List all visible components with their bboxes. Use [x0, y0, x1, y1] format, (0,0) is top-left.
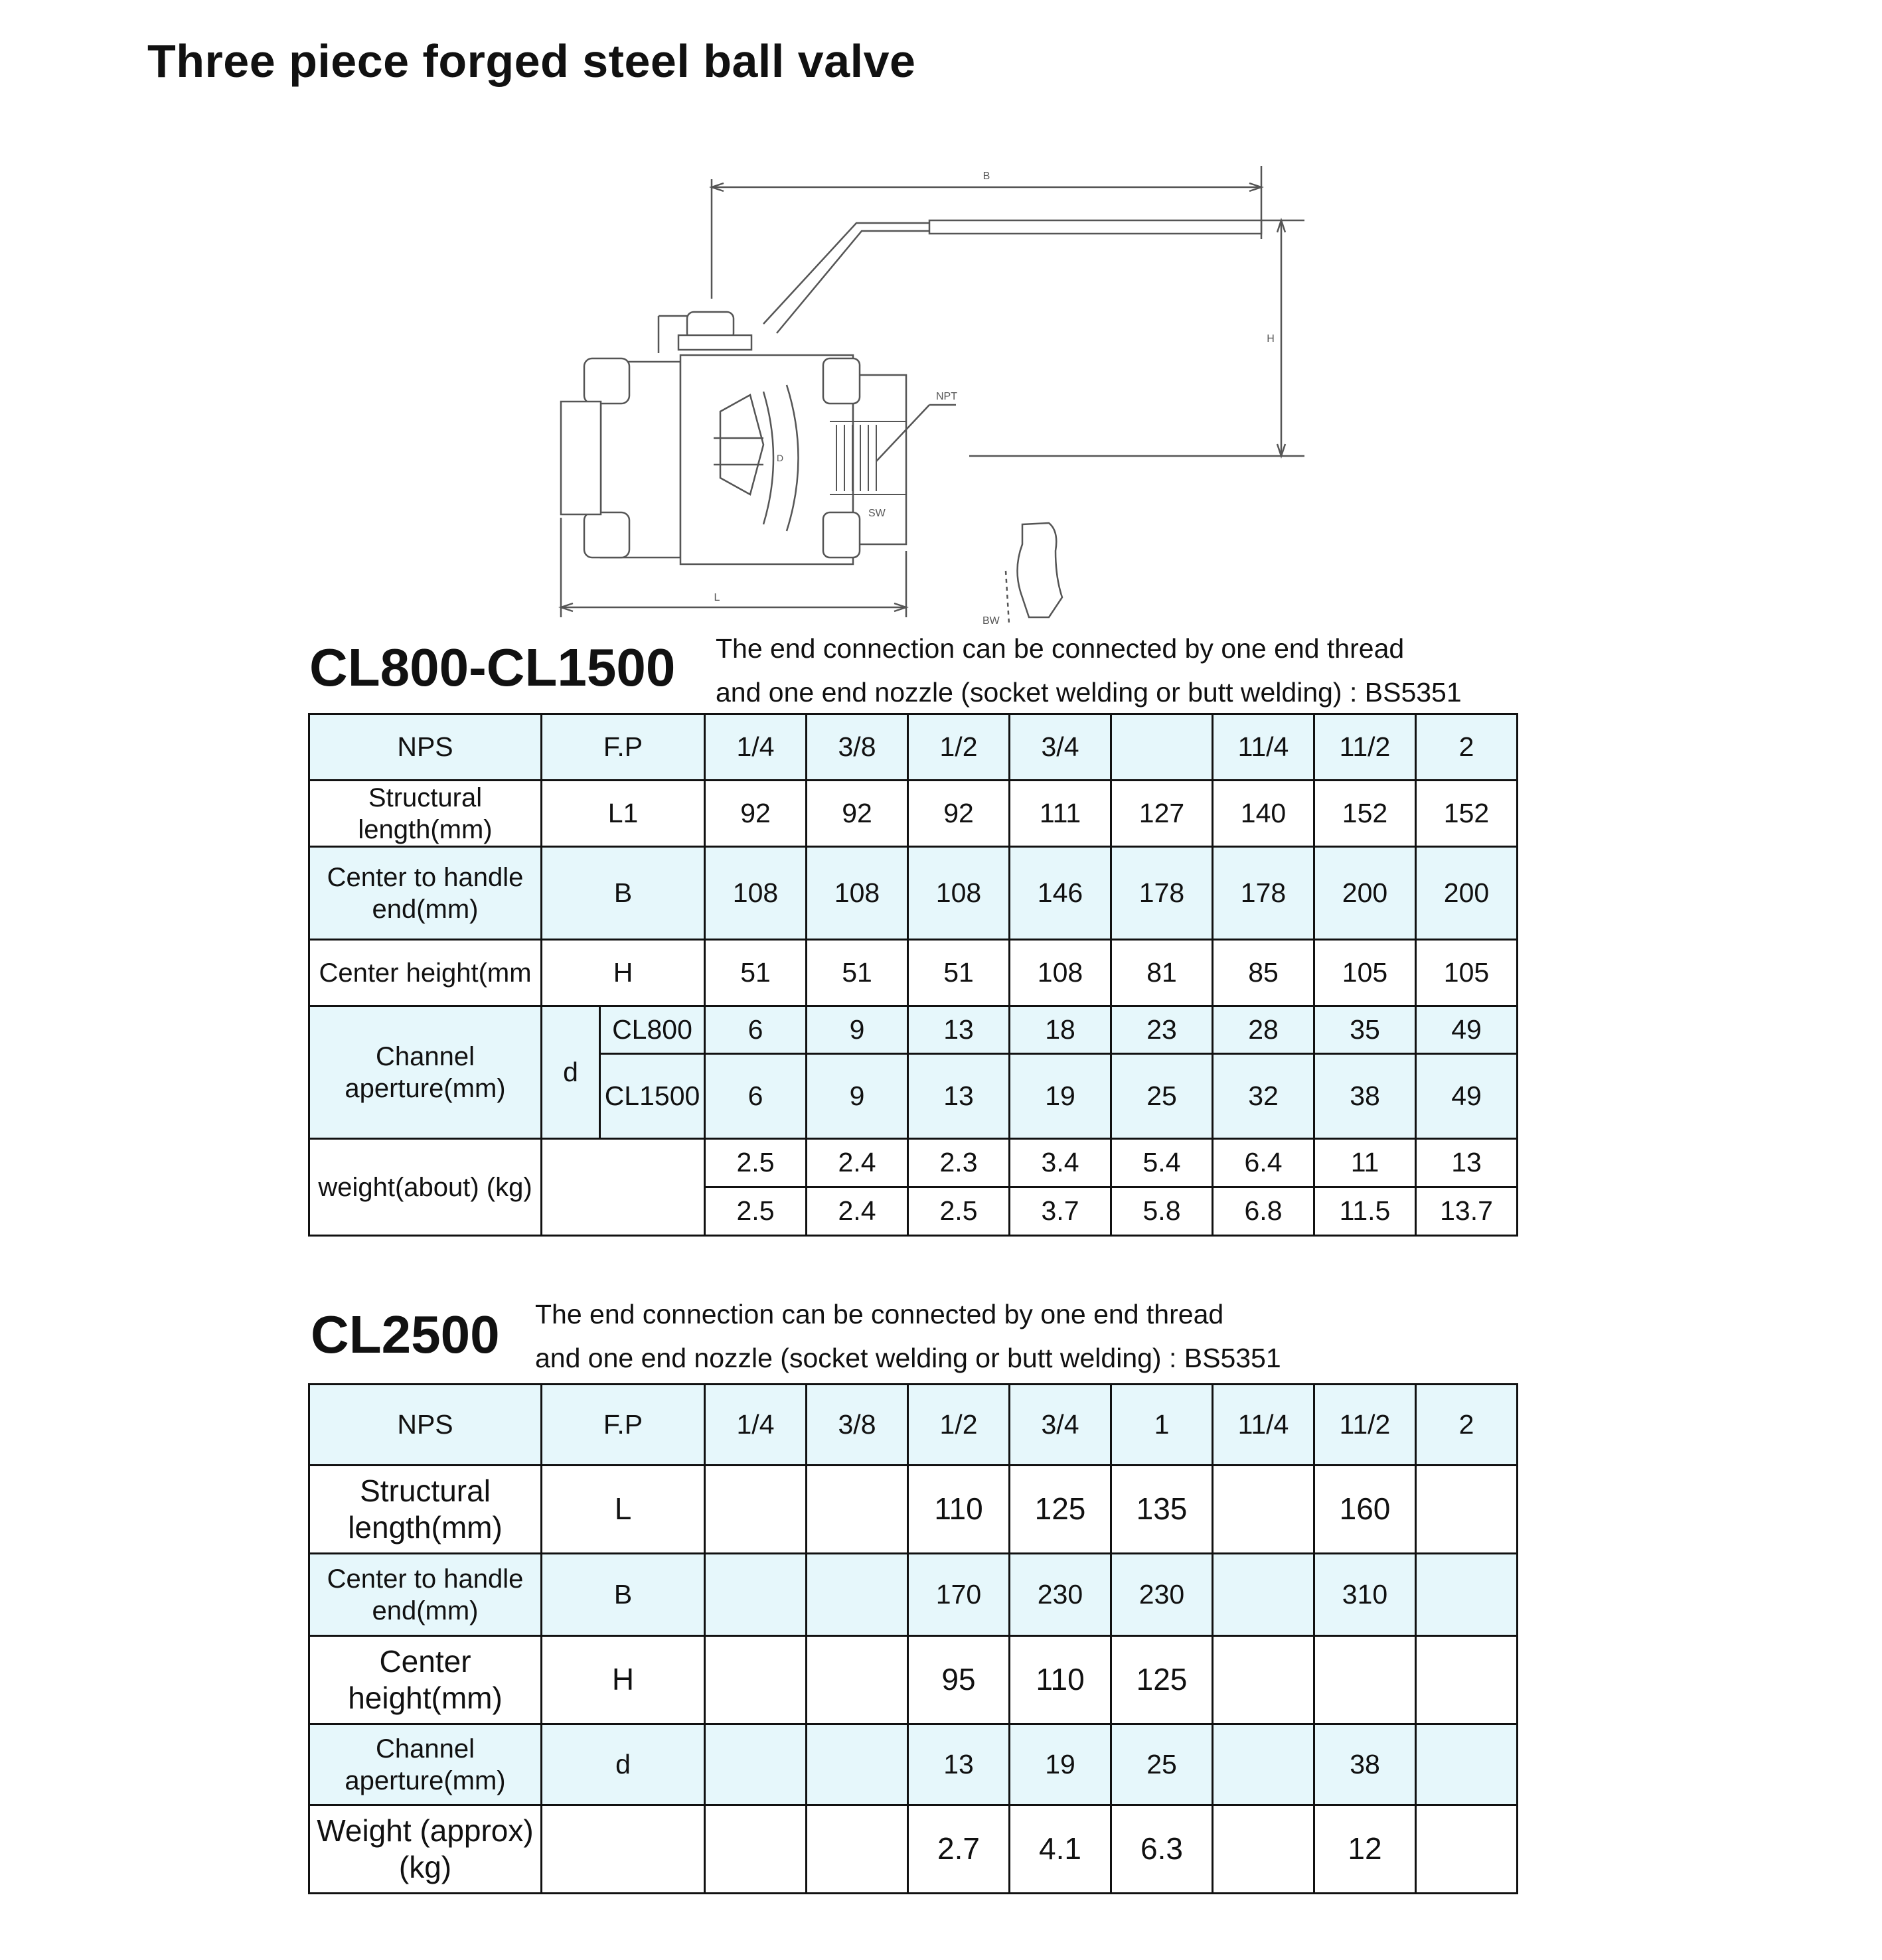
row-code: L	[542, 1466, 705, 1554]
header-size: 11/4	[1213, 1385, 1314, 1466]
table-cell: 108	[705, 847, 807, 940]
table-cell: 125	[1010, 1466, 1111, 1554]
table-cell	[1213, 1554, 1314, 1636]
dimension-h-label: H	[1267, 333, 1275, 344]
row-code-empty	[542, 1139, 705, 1236]
header-size: 1/4	[705, 714, 807, 781]
header-nps: NPS	[309, 714, 542, 781]
table-row	[309, 1385, 1518, 1466]
row-label: Center to handle end(mm)	[309, 1554, 542, 1636]
npt-label: NPT	[936, 391, 957, 402]
table-row	[309, 1636, 1518, 1724]
table-cell	[1416, 1554, 1518, 1636]
table-cell: 13.7	[1416, 1187, 1518, 1236]
header-size: 1	[1111, 1385, 1213, 1466]
table-cell: 95	[908, 1636, 1010, 1724]
row-code: B	[542, 847, 705, 940]
table-cell: 11.5	[1314, 1187, 1416, 1236]
table-cell: 25	[1111, 1054, 1213, 1139]
table-cell: 13	[908, 1054, 1010, 1139]
dimension-l-label: L	[714, 592, 720, 603]
table-cell	[807, 1805, 908, 1894]
table-cell: 85	[1213, 940, 1314, 1006]
table-cell: 28	[1213, 1006, 1314, 1054]
table-cell: 160	[1314, 1466, 1416, 1554]
class-label: CL800	[600, 1006, 705, 1054]
header-size	[1111, 714, 1213, 781]
table-cell	[1213, 1466, 1314, 1554]
table-cell: 230	[1010, 1554, 1111, 1636]
header-size: 2	[1416, 1385, 1518, 1466]
table-cell: 9	[807, 1054, 908, 1139]
class-label: CL1500	[600, 1054, 705, 1139]
table-cell: 51	[705, 940, 807, 1006]
row-label: Center height(mm	[309, 940, 542, 1006]
table-cell: 178	[1111, 847, 1213, 940]
header-size: 3/8	[807, 1385, 908, 1466]
table-cell: 2.7	[908, 1805, 1010, 1894]
table-cell: 35	[1314, 1006, 1416, 1054]
header-nps: NPS	[309, 1385, 542, 1466]
table-row	[309, 781, 1518, 847]
row-code	[542, 1805, 705, 1894]
row-code: d	[542, 1724, 705, 1805]
table-cell: 178	[1213, 847, 1314, 940]
ball-valve-drawing-icon	[544, 159, 1314, 637]
table-cell: 5.4	[1111, 1139, 1213, 1187]
table-cell	[1416, 1805, 1518, 1894]
dimension-b-label: B	[982, 171, 990, 182]
table-cell: 2.4	[807, 1187, 908, 1236]
table-cell	[1213, 1724, 1314, 1805]
table-cell: 92	[705, 781, 807, 847]
row-label: Structural length(mm)	[309, 781, 542, 847]
table-cell: 200	[1416, 847, 1518, 940]
table-row	[309, 1466, 1518, 1554]
header-size: 3/4	[1010, 714, 1111, 781]
sw-label: SW	[868, 508, 886, 519]
table-cell: 6.8	[1213, 1187, 1314, 1236]
cl800-cl1500-table	[308, 713, 1518, 1237]
header-size: 3/8	[807, 714, 908, 781]
table-cell: 2.3	[908, 1139, 1010, 1187]
table-row	[309, 714, 1518, 781]
table-cell: 25	[1111, 1724, 1213, 1805]
table-cell: 32	[1213, 1054, 1314, 1139]
table-cell: 105	[1416, 940, 1518, 1006]
table-cell: 51	[908, 940, 1010, 1006]
table-cell: 19	[1010, 1724, 1111, 1805]
header-size: 11/2	[1314, 714, 1416, 781]
table-cell	[1314, 1636, 1416, 1724]
table-cell: 110	[1010, 1636, 1111, 1724]
section2-note	[535, 1292, 1281, 1380]
section2-note-line1: The end connection can be connected by one end thread	[535, 1299, 1224, 1329]
header-fp: F.P	[542, 714, 705, 781]
header-size: 3/4	[1010, 1385, 1111, 1466]
row-label: Channel aperture(mm)	[309, 1006, 542, 1139]
table-cell: 18	[1010, 1006, 1111, 1054]
row-code: d	[542, 1006, 600, 1139]
table-cell	[807, 1554, 908, 1636]
table-cell: 6.4	[1213, 1139, 1314, 1187]
table-cell: 200	[1314, 847, 1416, 940]
row-code: L1	[542, 781, 705, 847]
table-cell: 6	[705, 1054, 807, 1139]
table-row	[309, 1554, 1518, 1636]
table-cell: 6	[705, 1006, 807, 1054]
table-cell: 81	[1111, 940, 1213, 1006]
section1-note	[716, 627, 1462, 714]
table-cell: 108	[1010, 940, 1111, 1006]
table-cell	[1416, 1636, 1518, 1724]
section2-code: CL2500	[311, 1305, 500, 1364]
table-cell: 19	[1010, 1054, 1111, 1139]
table-cell: 140	[1213, 781, 1314, 847]
bw-label: BW	[982, 615, 1000, 627]
table-cell: 105	[1314, 940, 1416, 1006]
table-cell: 108	[807, 847, 908, 940]
row-label: Center to handle end(mm)	[309, 847, 542, 940]
table-cell: 92	[807, 781, 908, 847]
dimension-d-label: D	[776, 453, 784, 463]
table-cell: 152	[1314, 781, 1416, 847]
table-cell: 146	[1010, 847, 1111, 940]
row-label: Center height(mm)	[309, 1636, 542, 1724]
header-size: 11/4	[1213, 714, 1314, 781]
row-label: Channel aperture(mm)	[309, 1724, 542, 1805]
table-cell: 6.3	[1111, 1805, 1213, 1894]
table-cell: 230	[1111, 1554, 1213, 1636]
table-row	[309, 847, 1518, 940]
table-row	[309, 1139, 1518, 1187]
table-cell	[1213, 1805, 1314, 1894]
table-cell	[1213, 1636, 1314, 1724]
section1-note-line2: and one end nozzle (socket welding or butt welding) : BS5351	[716, 677, 1462, 708]
table-cell: 2.5	[705, 1187, 807, 1236]
row-code: B	[542, 1554, 705, 1636]
header-fp: F.P	[542, 1385, 705, 1466]
table-cell	[807, 1636, 908, 1724]
table-cell: 127	[1111, 781, 1213, 847]
row-label: weight(about) (kg)	[309, 1139, 542, 1236]
table-cell: 49	[1416, 1054, 1518, 1139]
table-cell: 51	[807, 940, 908, 1006]
section1-note-line1: The end connection can be connected by one end thread	[716, 633, 1405, 664]
header-size: 1/4	[705, 1385, 807, 1466]
section1-code: CL800-CL1500	[309, 638, 676, 697]
table-cell: 2.4	[807, 1139, 908, 1187]
table-cell: 13	[1416, 1139, 1518, 1187]
table-cell	[1416, 1466, 1518, 1554]
header-size: 2	[1416, 714, 1518, 781]
table-cell: 3.4	[1010, 1139, 1111, 1187]
row-code: H	[542, 940, 705, 1006]
table-cell	[705, 1636, 807, 1724]
table-cell: 152	[1416, 781, 1518, 847]
table-cell: 13	[908, 1724, 1010, 1805]
table-cell: 170	[908, 1554, 1010, 1636]
header-size: 1/2	[908, 714, 1010, 781]
row-label: Structural length(mm)	[309, 1466, 542, 1554]
table-cell	[807, 1724, 908, 1805]
table-cell: 108	[908, 847, 1010, 940]
page-title: Three piece forged steel ball valve	[147, 35, 916, 87]
table-cell: 4.1	[1010, 1805, 1111, 1894]
table-cell: 38	[1314, 1724, 1416, 1805]
table-cell: 5.8	[1111, 1187, 1213, 1236]
table-cell: 110	[908, 1466, 1010, 1554]
table-row	[309, 1006, 1518, 1054]
table-row	[309, 1805, 1518, 1894]
table-cell: 3.7	[1010, 1187, 1111, 1236]
table-cell: 2.5	[705, 1139, 807, 1187]
cl2500-table	[308, 1383, 1518, 1894]
section2-note-line2: and one end nozzle (socket welding or butt welding) : BS5351	[535, 1343, 1281, 1373]
table-cell	[705, 1466, 807, 1554]
table-cell	[705, 1724, 807, 1805]
table-cell: 111	[1010, 781, 1111, 847]
table-cell	[807, 1466, 908, 1554]
table-cell: 38	[1314, 1054, 1416, 1139]
table-cell: 49	[1416, 1006, 1518, 1054]
table-cell: 310	[1314, 1554, 1416, 1636]
table-cell: 92	[908, 781, 1010, 847]
table-cell	[705, 1554, 807, 1636]
table-cell: 125	[1111, 1636, 1213, 1724]
table-cell: 2.5	[908, 1187, 1010, 1236]
table-cell	[1416, 1724, 1518, 1805]
header-size: 11/2	[1314, 1385, 1416, 1466]
table-cell: 13	[908, 1006, 1010, 1054]
table-cell	[705, 1805, 807, 1894]
table-cell: 135	[1111, 1466, 1213, 1554]
row-code: H	[542, 1636, 705, 1724]
table-row	[309, 940, 1518, 1006]
table-row	[309, 1724, 1518, 1805]
header-size: 1/2	[908, 1385, 1010, 1466]
row-label: Weight (approx)(kg)	[309, 1805, 542, 1894]
table-cell: 9	[807, 1006, 908, 1054]
table-cell: 12	[1314, 1805, 1416, 1894]
table-cell: 23	[1111, 1006, 1213, 1054]
table-cell: 11	[1314, 1139, 1416, 1187]
